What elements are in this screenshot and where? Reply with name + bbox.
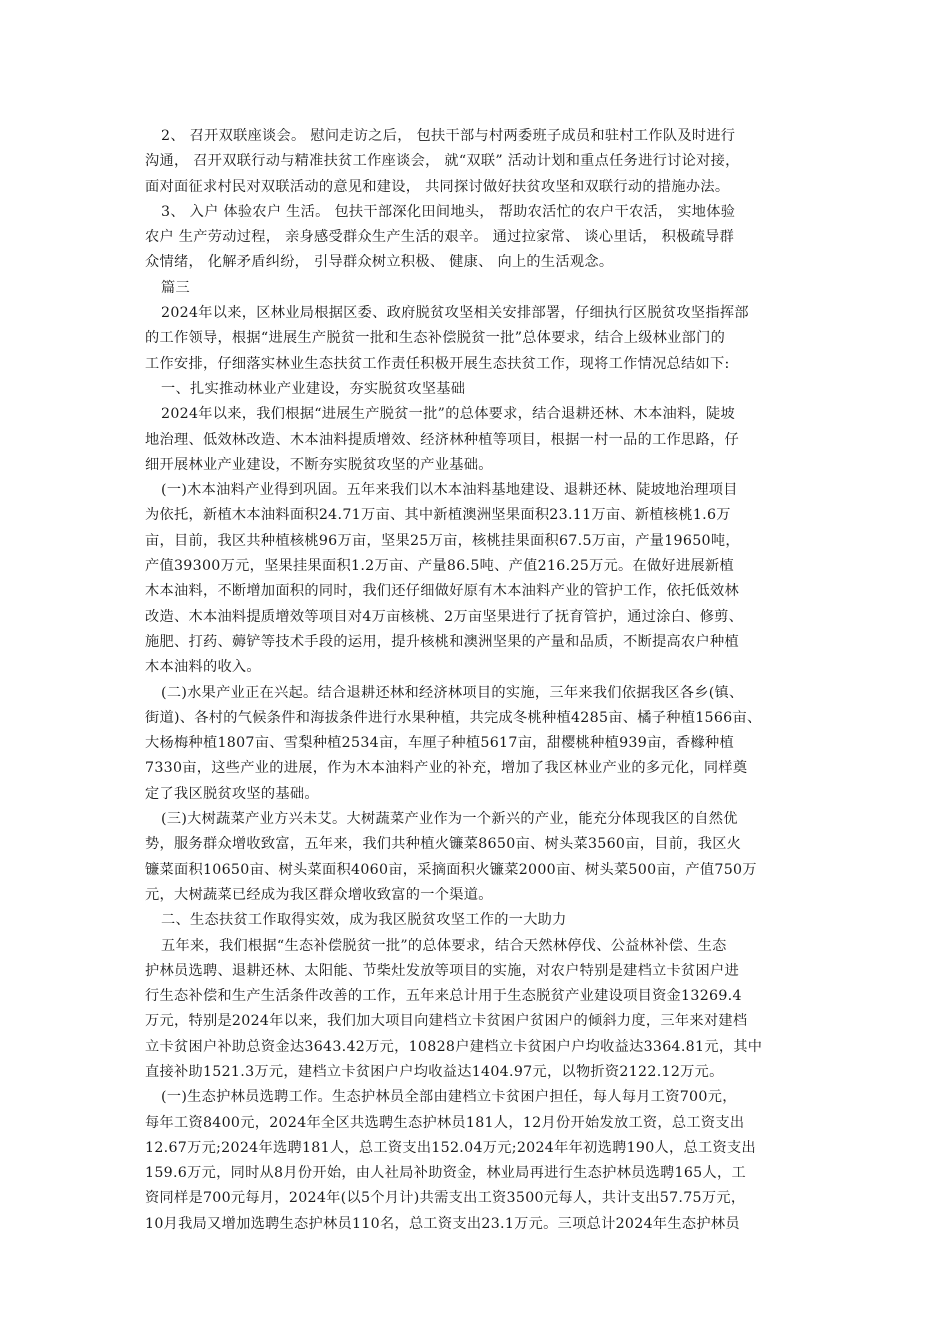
section-2-intro [145,934,820,1086]
section-two-list [145,124,820,276]
text-line: 沟通， 召开双联行动与精准扶贫工作座谈会， 就“双联” 活动计划和重点任务进行讨论对接， [145,153,740,170]
section-1-intro [145,402,820,478]
text-line: 大杨梅种植1807亩、雪梨种植2534亩，车厘子种植5617亩，甜樱桃种植939亩，香橼种植 [145,735,735,752]
text-line: 为依托，新植木本油料面积24.71万亩、其中新植澳洲坚果面积23.11万亩、新植核桃1.6万 [145,507,731,524]
text-line: 改造、木本油料提质增效等项目对4万亩核桃、2万亩坚果进行了抚育管护，通过涂白、修剪、 [145,608,744,625]
text-line: 木本油料，不断增加面积的同时，我们还仔细做好原有木本油料产业的管护工作，依托低效林 [145,583,739,600]
section-heading-1 [145,377,820,402]
intro-paragraph [145,301,820,377]
text-line: 定了我区脱贫攻坚的基础。 [145,785,319,802]
text-line: 每年工资8400元，2024年全区共选聘生态护林员181人，12月份开始发放工资，总工资支出 [145,1114,745,1131]
text-line: 万元，特别是2024年以来，我们加大项目向建档立卡贫困户贫困户的倾斜力度，三年来对建档 [145,1013,748,1030]
text-line: 地治理、低效林改造、木本油料提质增效、经济林种植等项目，根据一村一品的工作思路，仔 [145,431,739,448]
text-line: (一)木本油料产业得到巩固。五年来我们以木本油料基地建设、退耕还林、陡坡地治理项目 [161,482,738,499]
text-line: 2、 召开双联座谈会。 慰问走访之后， 包扶干部与村两委班子成员和驻村工作队及时进行 [161,128,736,144]
list-item-2 [145,124,820,200]
text-line: 直接补助1521.3万元，建档立卡贫困户户均收益达1404.97元，以物折资2122.12万元。 [145,1063,724,1080]
text-line: 镰菜面积10650亩、树头菜面积4060亩，采摘面积火镰菜2000亩、树头菜500亩，产值750万 [145,861,757,878]
text-line: 12.67万元;2024年选聘181人，总工资支出152.04万元;2024年年初选聘190人，总工资支出 [145,1139,756,1156]
text-line: 行生态补偿和生产生活条件改善的工作，五年来总计用于生态脱贫产业建设项目资金13269.4 [145,988,742,1005]
text-line: 木本油料的收入。 [145,659,261,676]
text-line: 施肥、打药、薅铲等技术手段的运用，提升核桃和澳洲坚果的产量和品质，不断提高农户种植 [145,633,739,650]
subsection-fruit [145,681,820,807]
text-line: 街道)、各村的气候条件和海拔条件进行水果种植，共完成冬桃种植4285亩、橘子种植1566亩、 [145,709,762,726]
text-line: 资同样是700元每月，2024年(以5个月计)共需支出工资3500元每人，共计支出57.75万元， [145,1190,746,1207]
text-line: 元，大树蔬菜已经成为我区群众增收致富的一个渠道。 [145,886,493,903]
text-line: 3、 入户 体验农户 生活。 包扶干部深化田间地头， 帮助农活忙的农户干农活， 实地体验 [161,203,736,220]
subsection-oil-crops [145,478,820,680]
subsection-forest-rangers [145,1085,820,1237]
section-heading-2 [145,908,820,933]
text-line: 护林员选聘、退耕还林、太阳能、节柴灶发放等项目的实施，对农户特别是建档立卡贫困户进 [145,962,739,979]
text-line: 工作安排，仔细落实林业生态扶贫工作责任积极开展生态扶贫工作，现将工作情况总结如下: [145,355,730,372]
text-line: 立卡贫困户补助总资金达3643.42万元，10828户建档立卡贫困户户均收益达3364.81元，其中 [145,1038,763,1055]
text-line: 10月我局又增加选聘生态护林员110名，总工资支出23.1万元。三项总计2024年生态护林员 [145,1215,740,1232]
list-item-3 [145,200,820,276]
text-line: 2024年以来，区林业局根据区委、政府脱贫攻坚相关安排部署，仔细执行区脱贫攻坚指挥部 [161,305,749,322]
text-line: (二)水果产业正在兴起。结合退耕还林和经济林项目的实施，三年来我们依据我区各乡(镇、 [161,684,744,701]
text-line: 亩，目前，我区共种植核桃96万亩，坚果25万亩，核桃挂果面积67.5万亩，产量19650吨， [145,532,740,549]
subsection-tree-vegetables [145,807,820,908]
text-line: 2024年以来，我们根据“进展生产脱贫一批”的总体要求，结合退耕还林、木本油料，陡坡 [161,406,735,423]
text-line: 众情绪， 化解矛盾纠纷， 引导群众树立积极、 健康、 向上的生活观念。 [145,254,614,271]
text-line: 159.6万元，同时从8月份开始，由人社局补助资金，林业局再进行生态护林员选聘165人，工 [145,1165,746,1182]
heading-text: 一、扎实推动林业产业建设，夯实脱贫攻坚基础 [161,380,466,397]
text-line: 产值39300万元，坚果挂果面积1.2万亩、产量86.5吨、产值216.25万元。在做好进展新植 [145,558,734,575]
chapter-title [145,276,820,301]
text-line: (一)生态护林员选聘工作。生态护林员全部由建档立卡贫困户担任，每人每月工资700元， [161,1089,737,1106]
text-line: 的工作领导，根据“进展生产脱贫一批和生态补偿脱贫一批”总体要求，结合上级林业部门的 [145,330,726,347]
text-line: 细开展林业产业建设，不断夯实脱贫攻坚的产业基础。 [145,456,493,473]
text-line: 势，服务群众增收致富，五年来，我们共种植火镰菜8650亩、树头菜3560亩，目前，我区火 [145,836,742,853]
text-line: 7330亩，这些产业的进展，作为木本油料产业的补充，增加了我区林业产业的多元化，同样奠 [145,760,748,777]
text-line: 五年来，我们根据“生态补偿脱贫一批”的总体要求，结合天然林停伐、公益林补偿、生态 [161,937,727,954]
text-line: 面对面征求村民对双联活动的意见和建设， 共同探讨做好扶贫攻坚和双联行动的措施办法。 [145,178,730,195]
text-line: 农户 生产劳动过程， 亲身感受群众生产生活的艰辛。 通过拉家常、 谈心里话， 积极疏导群 [145,229,735,246]
heading-text: 二、生态扶贫工作取得实效，成为我区脱贫攻坚工作的一大助力 [161,912,567,929]
chapter-title-text: 篇三 [161,279,190,296]
text-line: (三)大树蔬菜产业方兴未艾。大树蔬菜产业作为一个新兴的产业，能充分体现我区的自然优 [161,811,738,828]
